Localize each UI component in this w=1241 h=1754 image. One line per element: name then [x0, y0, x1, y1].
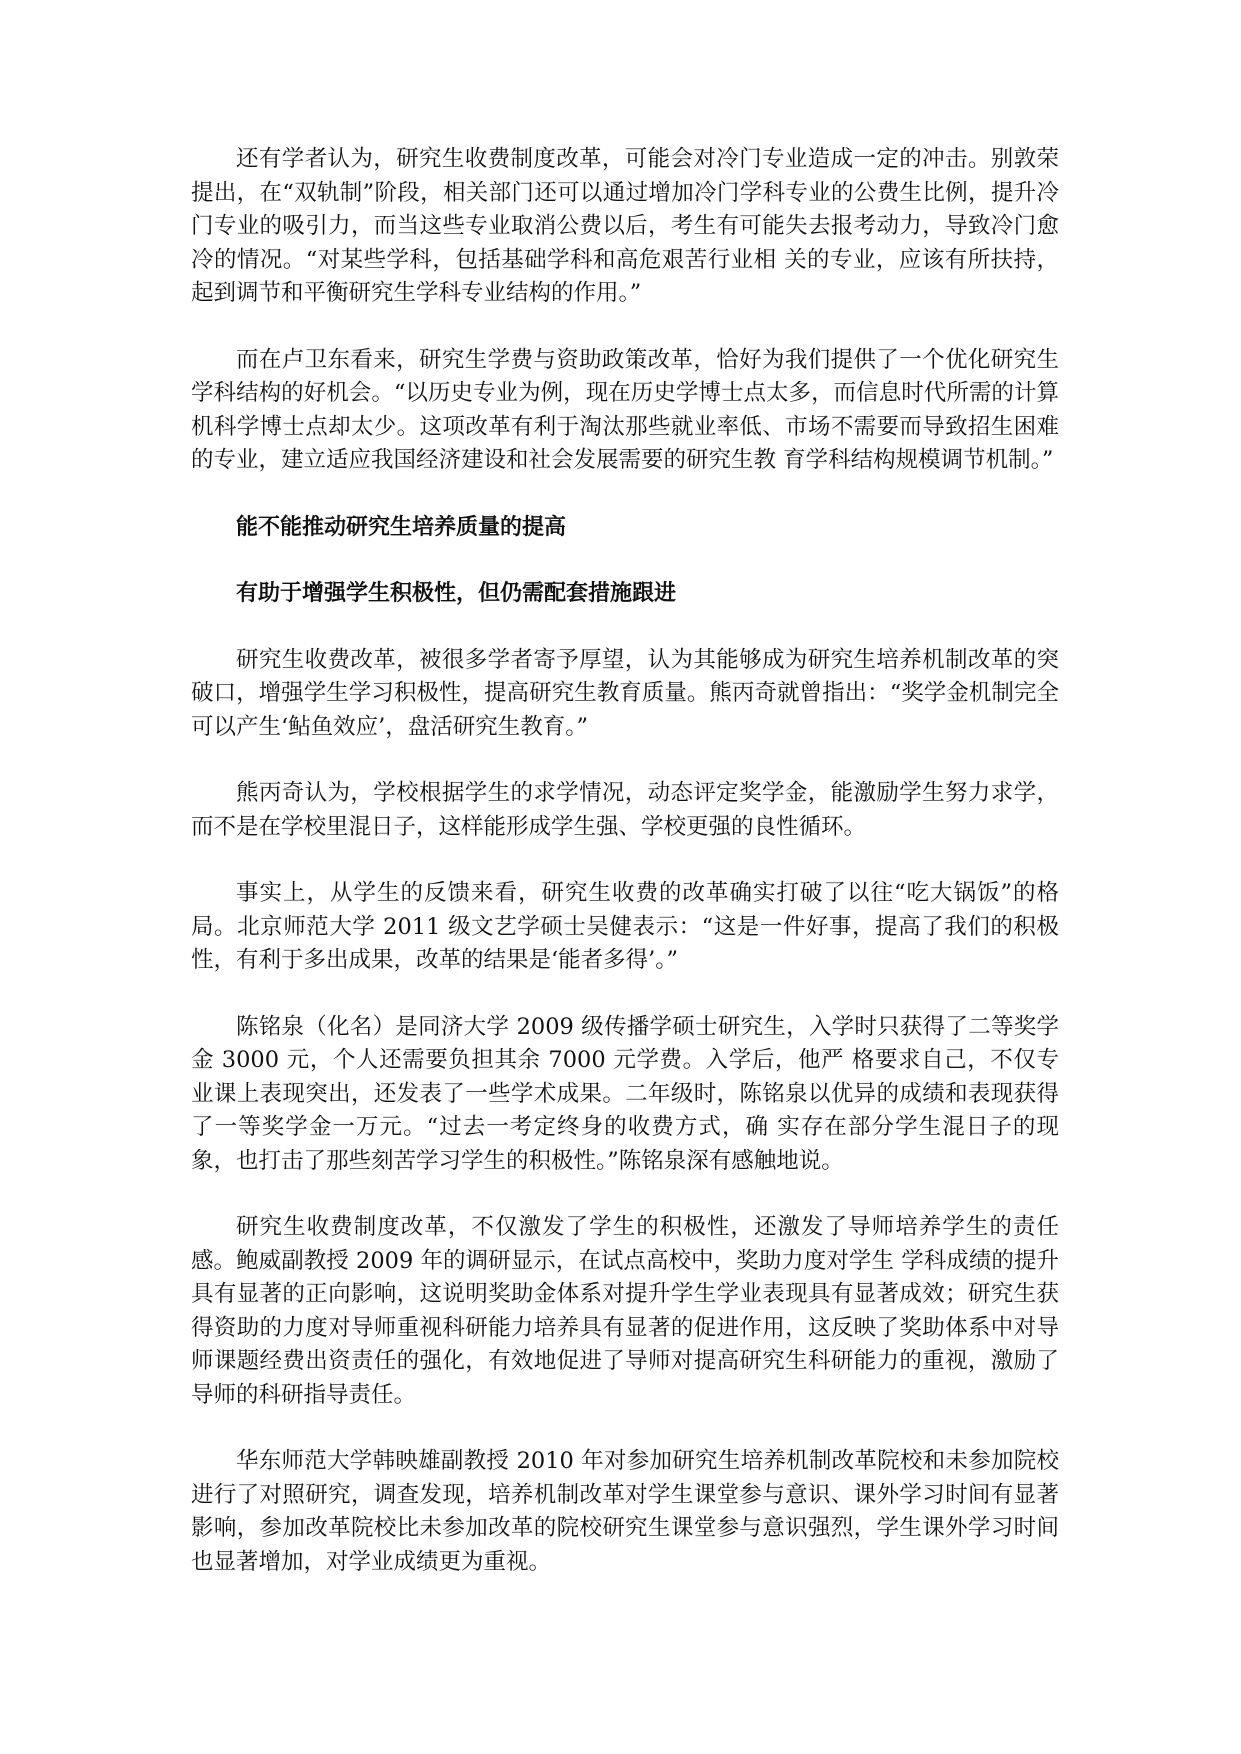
paragraph-advisor-responsibility: 研究生收费制度改革，不仅激发了学生的积极性，还激发了导师培养学生的责任感。鲍威副教授 2009 年的调研显示，在试点高校中，奖助力度对学生 学科成绩的提升具有显著的正向影响，这说明奖助金体系对提升学生学业表现具有显著成效；研究生获得资助的力度对导师重视科研能力培养具有显著的促进作用，这反映了奖助体系中对导师课题经费出资责任的强化，有效地促进了导师对提高研究生科研能力的重视，激励了导师的科研指导责任。 — [191, 1214, 1059, 1408]
paragraph-scholarship-incentive: 熊丙奇认为，学校根据学生的求学情况，动态评定奖学金，能激励学生努力求学，而不是在学校里混日子，这样能形成学生强、学校更强的良性循环。 — [191, 780, 1059, 840]
paragraph-reform-breakthrough: 研究生收费改革，被很多学者寄予厚望，认为其能够成为研究生培养机制改革的突破口，增强学生学习积极性，提高研究生教育质量。熊丙奇就曾指出：“奖学金机制完全可以产生‘鲇鱼效应’，盘活研究生教育。” — [191, 646, 1059, 740]
section-heading: 能不能推动研究生培养质量的提高 — [236, 514, 567, 540]
paragraph-comparative-study: 华东师范大学韩映雄副教授 2010 年对参加研究生培养机制改革院校和未参加院校进行了对照研究，调查发现，培养机制改革对学生课堂参与意识、课外学习时间有显著影响，参加改革院校比未参加改革的院校研究生课堂参与意识强烈，学生课外学习时间也显著增加，对学业成绩更为重视。 — [191, 1448, 1059, 1575]
document-page — [191, 143, 1059, 1612]
paragraph-student-feedback: 事实上，从学生的反馈来看，研究生收费的改革确实打破了以往“吃大锅饭”的格局。北京师范大学 2011 级文艺学硕士吴健表示：“这是一件好事，提高了我们的积极性，有利于多出成果，改革的结果是‘能者多得’。” — [191, 880, 1059, 973]
section-subheading: 有助于增强学生积极性，但仍需配套措施跟进 — [236, 581, 677, 606]
paragraph-cold-majors: 还有学者认为，研究生收费制度改革，可能会对冷门专业造成一定的冲击。别敦荣提出，在“双轨制”阶段，相关部门还可以通过增加冷门学科专业的公费生比例，提升冷门专业的吸引力，而当这些专业取消公费以后，考生有可能失去报考动力，导致冷门愈冷的情况。“对某些学科，包括基础学科和高危艰苦行业相 关的专业，应该有所扶持，起到调节和平衡研究生学科专业结构的作用。” — [191, 146, 1059, 306]
paragraph-student-case: 陈铭泉（化名）是同济大学 2009 级传播学硕士研究生，入学时只获得了二等奖学金 3000 元，个人还需要负担其余 7000 元学费。入学后，他严 格要求自己，不仅专业课上表现突出，还发表了一些学术成果。二年级时，陈铭泉以优异的成绩和表现获得了一等奖学金一万元。“过去一考定终身的收费方式，确 实存在部分学生混日子的现象，也打击了那些刻苦学习学生的积极性。”陈铭泉深有感触地说。 — [191, 1013, 1059, 1174]
paragraph-discipline-structure: 而在卢卫东看来，研究生学费与资助政策改革，恰好为我们提供了一个优化研究生学科结构的好机会。“以历史专业为例，现在历史学博士点太多，而信息时代所需的计算机科学博士点却太少。这项改革有利于淘汰那些就业率低、市场不需要而导致招生困难的专业，建立适应我国经济建设和社会发展需要的研究生教 育学科结构规模调节机制。” — [191, 346, 1059, 473]
